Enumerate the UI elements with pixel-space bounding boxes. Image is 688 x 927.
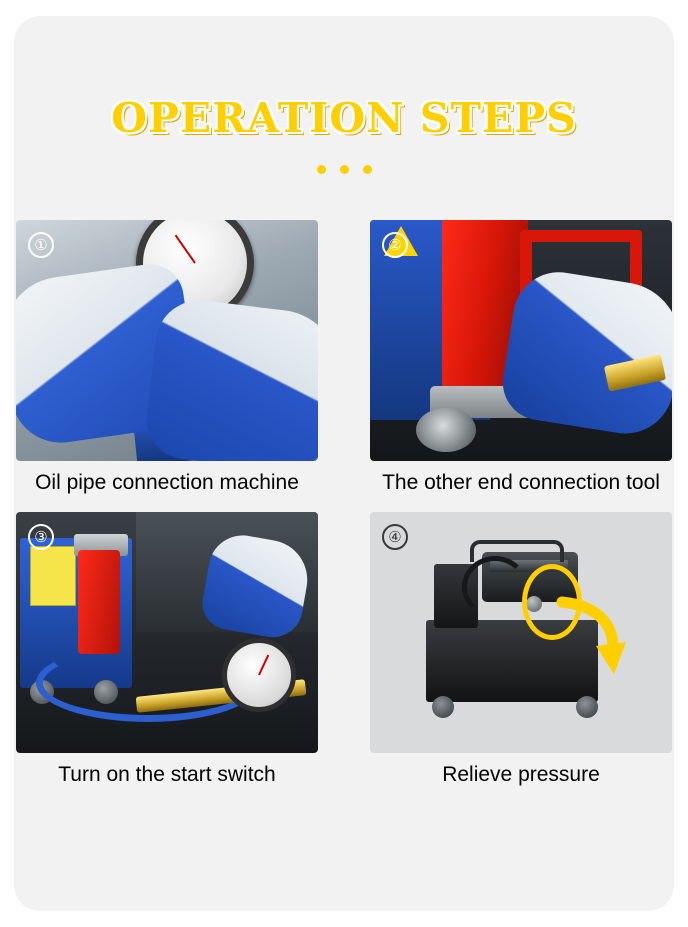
step-image-4 — [370, 512, 672, 753]
step-image-2 — [370, 220, 672, 461]
step-item — [16, 512, 318, 788]
pressure-gauge-icon — [222, 638, 296, 712]
step-item — [370, 220, 672, 496]
step-caption: Oil pipe connection machine — [35, 471, 299, 494]
step-caption: Relieve pressure — [442, 763, 600, 787]
page-title: OPERATION STEPS — [111, 94, 577, 142]
decor-shape — [78, 550, 120, 654]
step-number-badge: ③ — [28, 524, 54, 550]
step-caption: Turn on the start switch — [58, 763, 276, 787]
dot-icon — [340, 165, 349, 174]
decor-shape — [416, 408, 476, 452]
dot-icon — [317, 165, 326, 174]
decorative-dots — [14, 165, 674, 174]
step-caption: The other end connection tool — [382, 471, 660, 494]
dot-icon — [363, 165, 372, 174]
step-item — [16, 220, 318, 496]
step-image-1 — [16, 220, 318, 461]
decor-shape — [497, 266, 672, 441]
steps-grid — [14, 220, 674, 789]
warning-label-icon — [30, 546, 76, 606]
curved-arrow-icon — [556, 596, 626, 676]
step-item — [370, 512, 672, 788]
decor-shape — [142, 295, 318, 461]
step-number-badge: ② — [382, 232, 408, 258]
step-number-badge: ④ — [382, 524, 408, 550]
spacer — [14, 789, 674, 811]
decor-shape — [576, 696, 598, 718]
step-image-3 — [16, 512, 318, 753]
decor-shape — [432, 696, 454, 718]
header — [14, 16, 674, 174]
decor-shape — [462, 556, 528, 618]
content-card — [14, 16, 674, 911]
step-number-badge: ① — [28, 232, 54, 258]
